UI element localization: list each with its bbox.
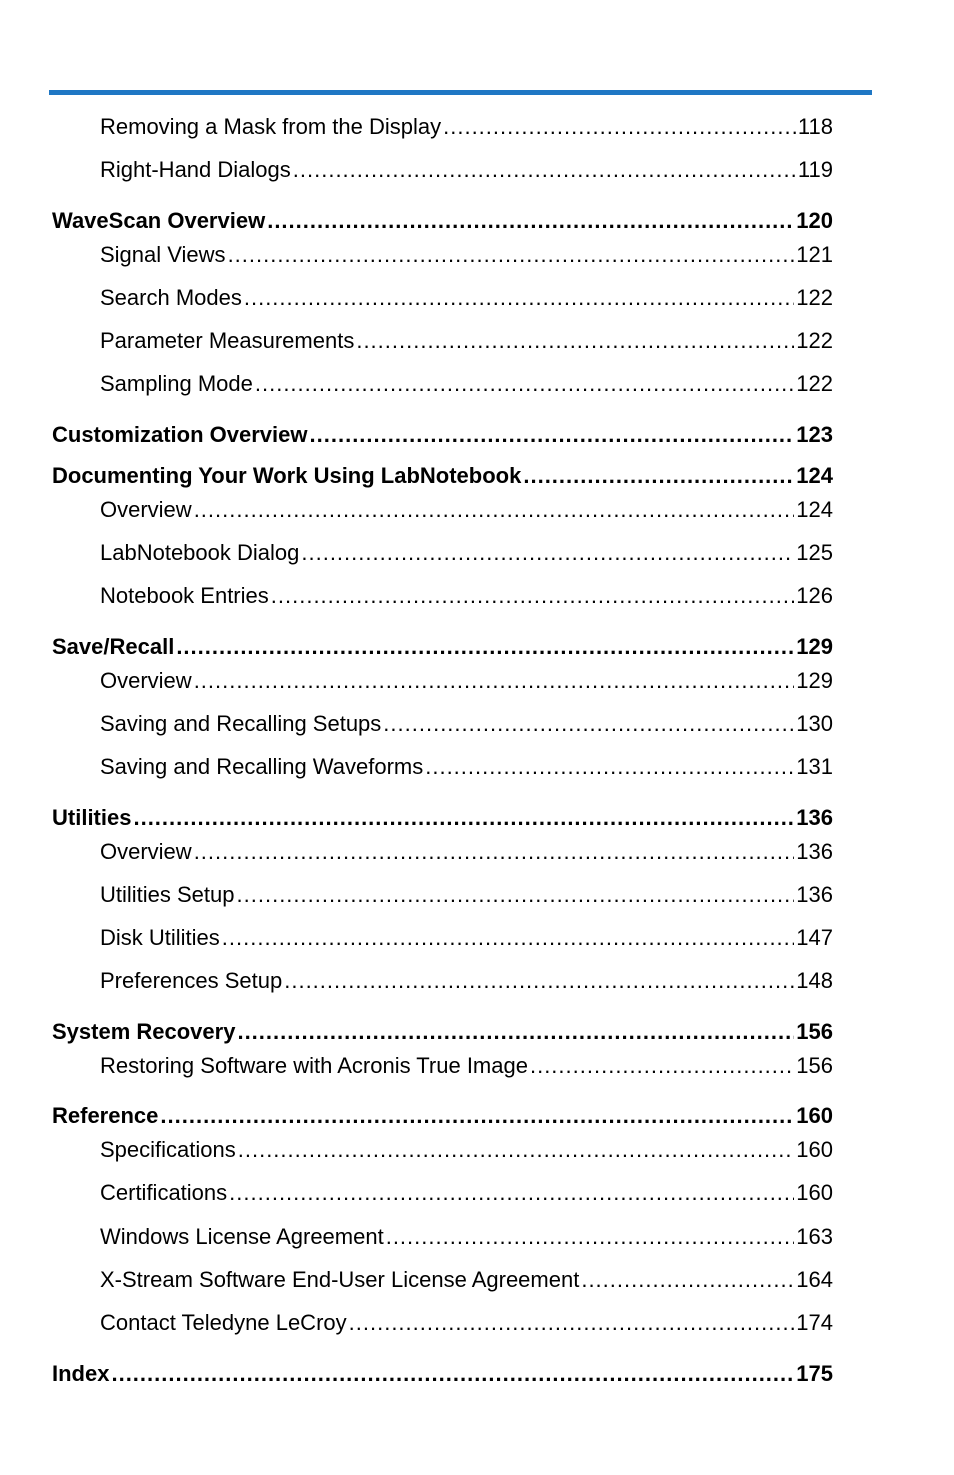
toc-dot-leader [293, 157, 796, 183]
toc-dot-leader [383, 711, 794, 737]
toc-entry-page-number: 123 [796, 421, 833, 447]
toc-entry-page-number: 174 [796, 1310, 833, 1336]
toc-chapter-entry[interactable] [52, 1088, 833, 1129]
toc-entry-page-number: 160 [796, 1180, 833, 1206]
toc-dot-leader [301, 540, 794, 566]
toc-section-entry[interactable] [52, 320, 833, 363]
toc-dot-leader [228, 242, 795, 268]
toc-entry-title: Save/Recall [52, 633, 175, 659]
toc-entry-page-number: 129 [796, 667, 833, 693]
toc-entry-title: Preferences Setup [100, 968, 283, 994]
toc-entry-title: Utilities [52, 804, 132, 830]
toc-section-entry[interactable] [52, 1172, 833, 1215]
toc-dot-leader [255, 371, 794, 397]
toc-entry-title: Overview [100, 667, 192, 693]
toc-dot-leader [237, 1019, 794, 1045]
toc-dot-leader [310, 422, 795, 448]
toc-entry-title: Overview [100, 838, 192, 864]
toc-entry-title: Notebook Entries [100, 583, 269, 609]
toc-dot-leader [111, 1361, 794, 1387]
toc-dot-leader [222, 925, 794, 951]
toc-section-entry[interactable] [52, 746, 833, 789]
toc-entry-title: Removing a Mask from the Display [100, 114, 442, 139]
toc-dot-leader [160, 1103, 794, 1129]
toc-dot-leader [284, 968, 794, 994]
toc-entry-page-number: 156 [796, 1018, 833, 1044]
table-of-contents [52, 106, 833, 1387]
toc-dot-leader [237, 882, 795, 908]
toc-entry-page-number: 131 [796, 754, 833, 780]
toc-section-entry[interactable] [52, 575, 833, 618]
toc-entry-title: System Recovery [52, 1018, 236, 1044]
toc-section-entry[interactable] [52, 874, 833, 917]
toc-entry-page-number: 119 [797, 157, 833, 183]
toc-dot-leader [523, 463, 794, 489]
toc-dot-leader [530, 1053, 794, 1079]
toc-dot-leader [194, 668, 795, 694]
toc-entry-page-number: 163 [796, 1223, 833, 1249]
toc-section-entry[interactable] [52, 489, 833, 532]
toc-section-entry[interactable] [52, 277, 833, 320]
toc-entry-page-number: 175 [796, 1360, 833, 1386]
toc-dot-leader [229, 1180, 794, 1206]
toc-entry-title: Contact Teledyne LeCroy [100, 1310, 347, 1336]
toc-entry-title: Certifications [100, 1180, 228, 1206]
toc-section-entry[interactable] [52, 106, 833, 149]
toc-dot-leader [194, 839, 795, 865]
toc-entry-page-number: 156 [796, 1052, 833, 1078]
toc-section-entry[interactable] [52, 703, 833, 746]
toc-section-entry[interactable] [52, 363, 833, 406]
toc-entry-title: Restoring Software with Acronis True Image [100, 1052, 528, 1078]
toc-section-entry[interactable] [52, 234, 833, 277]
toc-dot-leader [238, 1137, 795, 1163]
toc-dot-leader [581, 1267, 794, 1293]
toc-entry-page-number: 160 [796, 1137, 833, 1163]
toc-chapter-entry[interactable] [52, 1346, 833, 1387]
toc-entry-title: Specifications [100, 1137, 236, 1163]
toc-entry-title: Windows License Agreement [100, 1223, 384, 1249]
toc-entry-page-number: 136 [796, 804, 833, 830]
toc-entry-title: LabNotebook Dialog [100, 540, 300, 566]
toc-entry-page-number: 125 [796, 540, 833, 566]
toc-section-entry[interactable] [52, 660, 833, 703]
toc-dot-leader [194, 497, 795, 523]
toc-entry-page-number: 126 [796, 583, 833, 609]
toc-section-entry[interactable] [52, 1045, 833, 1088]
toc-chapter-entry[interactable] [52, 1004, 833, 1045]
toc-section-entry[interactable] [52, 960, 833, 1003]
toc-entry-page-number: 136 [796, 838, 833, 864]
toc-section-entry[interactable] [52, 1129, 833, 1172]
toc-dot-leader [356, 328, 794, 354]
toc-entry-title: Utilities Setup [100, 881, 235, 907]
toc-section-entry[interactable] [52, 917, 833, 960]
toc-entry-title: WaveScan Overview [52, 207, 266, 233]
toc-entry-page-number: 124 [796, 496, 833, 522]
toc-entry-page-number: 164 [796, 1266, 833, 1292]
toc-dot-leader [133, 805, 794, 831]
toc-chapter-entry[interactable] [52, 790, 833, 831]
toc-entry-page-number: 148 [796, 968, 833, 994]
toc-entry-title: Index [52, 1360, 110, 1386]
toc-chapter-entry[interactable] [52, 619, 833, 660]
toc-dot-leader [271, 583, 795, 609]
toc-entry-page-number: 129 [796, 633, 833, 659]
toc-section-entry[interactable] [52, 149, 833, 192]
toc-entry-page-number: 122 [796, 284, 833, 310]
toc-entry-page-number: 122 [796, 328, 833, 354]
toc-dot-leader [386, 1224, 795, 1250]
toc-section-entry[interactable] [52, 532, 833, 575]
toc-section-entry[interactable] [52, 1302, 833, 1345]
toc-entry-title: Sampling Mode [100, 371, 253, 397]
toc-section-entry[interactable] [52, 831, 833, 874]
toc-entry-title: Signal Views [100, 241, 226, 267]
toc-chapter-entry[interactable] [52, 193, 833, 234]
header-rule [49, 90, 872, 95]
toc-entry-title: Saving and Recalling Setups [100, 710, 382, 736]
toc-entry-title: Documenting Your Work Using LabNotebook [52, 462, 522, 488]
toc-dot-leader [176, 634, 794, 660]
toc-entry-page-number: 124 [796, 462, 833, 488]
toc-entry-page-number: 120 [796, 207, 833, 233]
toc-entry-page-number: 147 [796, 925, 833, 951]
toc-section-entry[interactable] [52, 1216, 833, 1259]
toc-dot-leader [425, 754, 794, 780]
toc-entry-title: Overview [100, 496, 192, 522]
toc-entry-page-number: 160 [796, 1103, 833, 1129]
toc-dot-leader [267, 208, 794, 234]
toc-entry-title: Saving and Recalling Waveforms [100, 754, 424, 780]
toc-chapter-entry[interactable] [52, 448, 833, 489]
toc-entry-title: X-Stream Software End-User License Agreement [100, 1266, 580, 1292]
toc-dot-leader [349, 1310, 795, 1336]
toc-entry-title: Right-Hand Dialogs [100, 157, 291, 183]
toc-dot-leader [443, 114, 796, 140]
toc-dot-leader [244, 285, 794, 311]
toc-entry-page-number: 121 [796, 241, 833, 267]
toc-entry-page-number: 118 [797, 114, 833, 139]
toc-entry-page-number: 136 [796, 881, 833, 907]
toc-section-entry[interactable] [52, 1259, 833, 1302]
toc-entry-title: Search Modes [100, 284, 242, 310]
toc-entry-title: Reference [52, 1103, 159, 1129]
toc-entry-title: Parameter Measurements [100, 328, 355, 354]
toc-entry-page-number: 130 [796, 710, 833, 736]
toc-entry-page-number: 122 [796, 371, 833, 397]
toc-entry-title: Disk Utilities [100, 925, 220, 951]
toc-entry-title: Customization Overview [52, 421, 308, 447]
toc-chapter-entry[interactable] [52, 407, 833, 448]
